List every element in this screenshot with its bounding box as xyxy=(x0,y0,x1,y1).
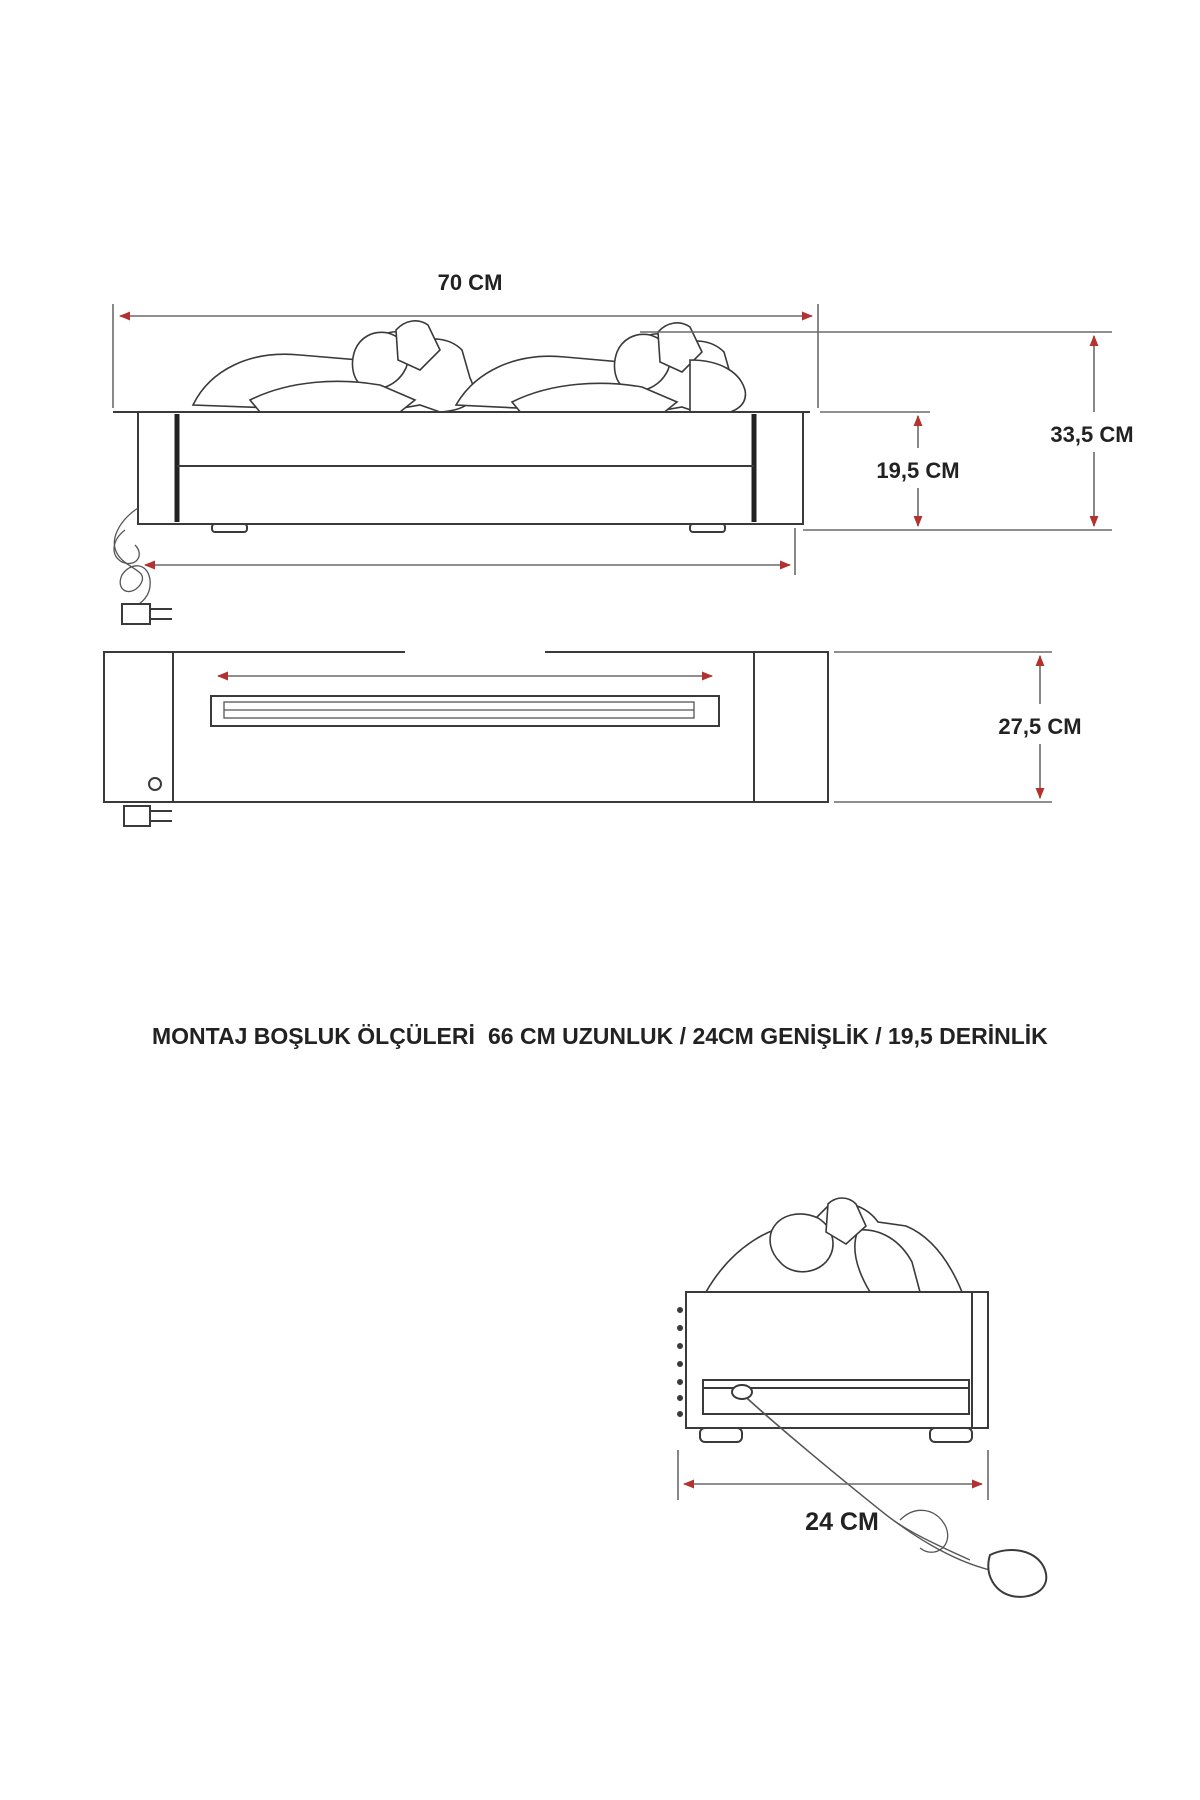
width-top-label: 70 CM xyxy=(437,270,503,295)
width-side-label: 24 CM xyxy=(805,1508,879,1536)
caption-title: MONTAJ BOŞLUK ÖLÇÜLERİ xyxy=(152,1023,475,1049)
depth-label: 27,5 CM xyxy=(998,714,1082,739)
side-view xyxy=(677,1198,1046,1597)
dimension-width-side xyxy=(678,1450,988,1536)
log-set-icon xyxy=(706,1198,962,1292)
plug-icon xyxy=(124,806,172,826)
front-view xyxy=(113,321,810,624)
dimension-width-bottom xyxy=(145,528,795,575)
mounting-caption xyxy=(152,1023,1048,1049)
caption-values: 66 CM UZUNLUK / 24CM GENİŞLİK / 19,5 DERİNLİK xyxy=(488,1023,1048,1049)
height-body-label: 19,5 CM xyxy=(876,458,960,483)
control-knob xyxy=(149,778,161,790)
plug-icon xyxy=(122,604,172,624)
log-set-icon xyxy=(193,321,745,414)
height-total-label: 33,5 CM xyxy=(1050,422,1134,447)
top-view xyxy=(104,652,828,826)
dimension-depth xyxy=(834,652,1088,802)
dimension-height-body xyxy=(820,412,968,526)
